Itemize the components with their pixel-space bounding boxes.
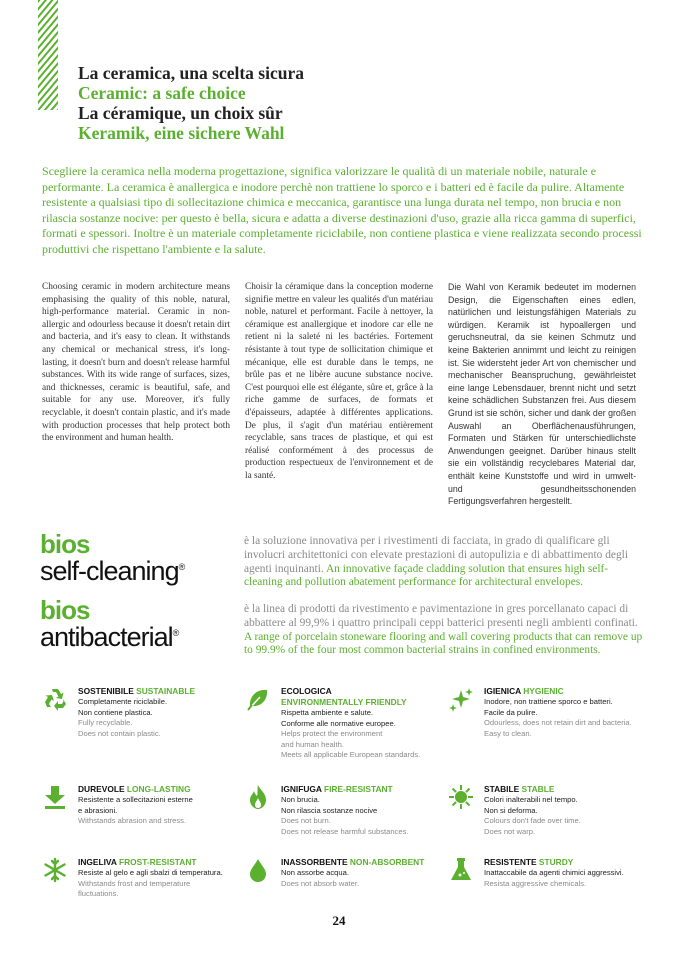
column-english: Choosing ceramic in modern architecture means emphasising the quality of this noble, natural, high-performance material. Ceramic in non-allergic and odourless because it doesn't retain dirt and bacteria, and it's easy to clean. It withstands any chemical or mechanical stress, it's long-lasting, it doesn't burn and doesn't release harmful substances. With its wide range of surfaces, sizes, and thicknesses, ceramic is beautiful, safe, and suitable for any use. Moreover, it's fully recyclable, it doesn't contain plastic, and it's made with production processes that help protect both the environment and human health. — [42, 282, 230, 444]
drop-icon — [245, 857, 271, 883]
snowflake-icon — [42, 857, 68, 883]
bios-self-cleaning-logo — [40, 529, 186, 586]
bios-product-name: antibacterial® — [40, 622, 180, 652]
flask-icon — [448, 857, 474, 883]
sparkle-icon — [448, 686, 474, 712]
bios-antibacterial-logo — [40, 595, 180, 652]
title-it: La ceramica, una scelta sicura — [78, 63, 304, 83]
bios-self-cleaning-description: è la soluzione innovativa per i rivestimenti di facciata, in grado di qualificare gli involucri architettonici con elevate prestazioni di autopulizia e di abbattimento degli agenti inquinanti. An innovative façade cladding solution that ensures high self-cleaning and pollution abatement performance for architectural envelopes. — [244, 535, 628, 589]
title-de: Keramik, eine sichere Wahl — [78, 123, 285, 143]
page-titles — [78, 63, 304, 143]
column-german: Die Wahl von Keramik bedeutet im modernen Design, die Eigenschaften eines edlen, natürlichen und leistungsfähigen Materials zu würdigen. Keramik ist hypoallergen und geruchsneutral, da sie keinen Schmutz und keine Bakterien annimmt und leicht zu reinigen ist. Sie widersteht jeder Art von chemischer und mechanischer Beanspruchung, gewährleistet eine lange Lebensdauer, brennt nicht und setzt keine schädlichen Substanzen frei. Aus diesem Grund ist sie schön, sicher und dank der großen Auswahl an Oberflächenausführungen, Formaten und Stärken für unterschiedlichste Anwendungen geeignet. Darüber hinaus stellt sie ein vollständig recyclebares Material dar, enthält keine Kunststoffe und wird in umwelt- und gesundheitsschonenden Fertigungsverfahren hergestellt. — [448, 282, 636, 507]
bios-word: bios — [40, 595, 90, 625]
bios-antibacterial-description: è la linea di prodotti da rivestimento e pavimentazione in gres porcellanato capaci di abbattere al 99,9% i quattro principali ceppi batterici presenti negli ambienti confinati. A range of porcelain stoneware flooring and wall covering products that can remove up to 99.9% of the four most common bacterial strains in confined environments. — [244, 603, 643, 657]
bios-product-name: self-cleaning® — [40, 556, 186, 586]
flame-icon — [245, 784, 271, 810]
recycle-icon — [42, 686, 68, 712]
page-number: 24 — [332, 913, 346, 928]
title-fr: La céramique, un choix sûr — [78, 103, 283, 123]
title-en: Ceramic: a safe choice — [78, 83, 246, 103]
arrow-down-icon — [42, 784, 68, 810]
bios-word: bios — [40, 529, 90, 559]
decorative-stripes — [38, 0, 58, 110]
intro-paragraph: Scegliere la ceramica nella moderna progettazione, significa valorizzare le qualità di un materiale nobile, naturale e performante. La ceramica è anallergica e inodore perchè non trattiene lo sporco e i batteri ed è facile da pulire. Altamente resistente a qualsiasi tipo di sollecitazione chimica e meccanica, garantisce una lunga durata nel tempo, non brucia e non rilascia sostanze nocive: per questo è bella, sicura e adatta a diverse destinazioni d'uso, grazie alla ricca gamma di superfici, formati e spessori. Inoltre è un materiale completamente riciclabile, non contiene plastica e viene realizzata secondo processi produttivi che rispettano l'ambiente e la salute. — [42, 164, 642, 256]
sun-icon — [448, 784, 474, 810]
leaf-icon — [245, 686, 271, 712]
column-french: Choisir la céramique dans la conception moderne signifie mettre en valeur les qualités d'un matériau noble, naturel et performant. Facile à nettoyer, la céramique est anallergique et inodore car elle ne retient ni la saleté ni les bactéries. Fortement résistante à tout type de sollicitation chimique et mécanique, elle est durable dans le temps, ne brûle pas et ne libère aucune substance nocive. C'est pourquoi elle est élégante, sûre et, grâce à la riche gamme de surfaces, de formats et d'épaisseurs, adaptée à différentes applications. De plus, il s'agit d'un matériau entièrement recyclable, sans traces de plastique, et qui est réalisé conformément à des processus de production respectueux de l'environnement et de la santé. — [245, 282, 433, 481]
